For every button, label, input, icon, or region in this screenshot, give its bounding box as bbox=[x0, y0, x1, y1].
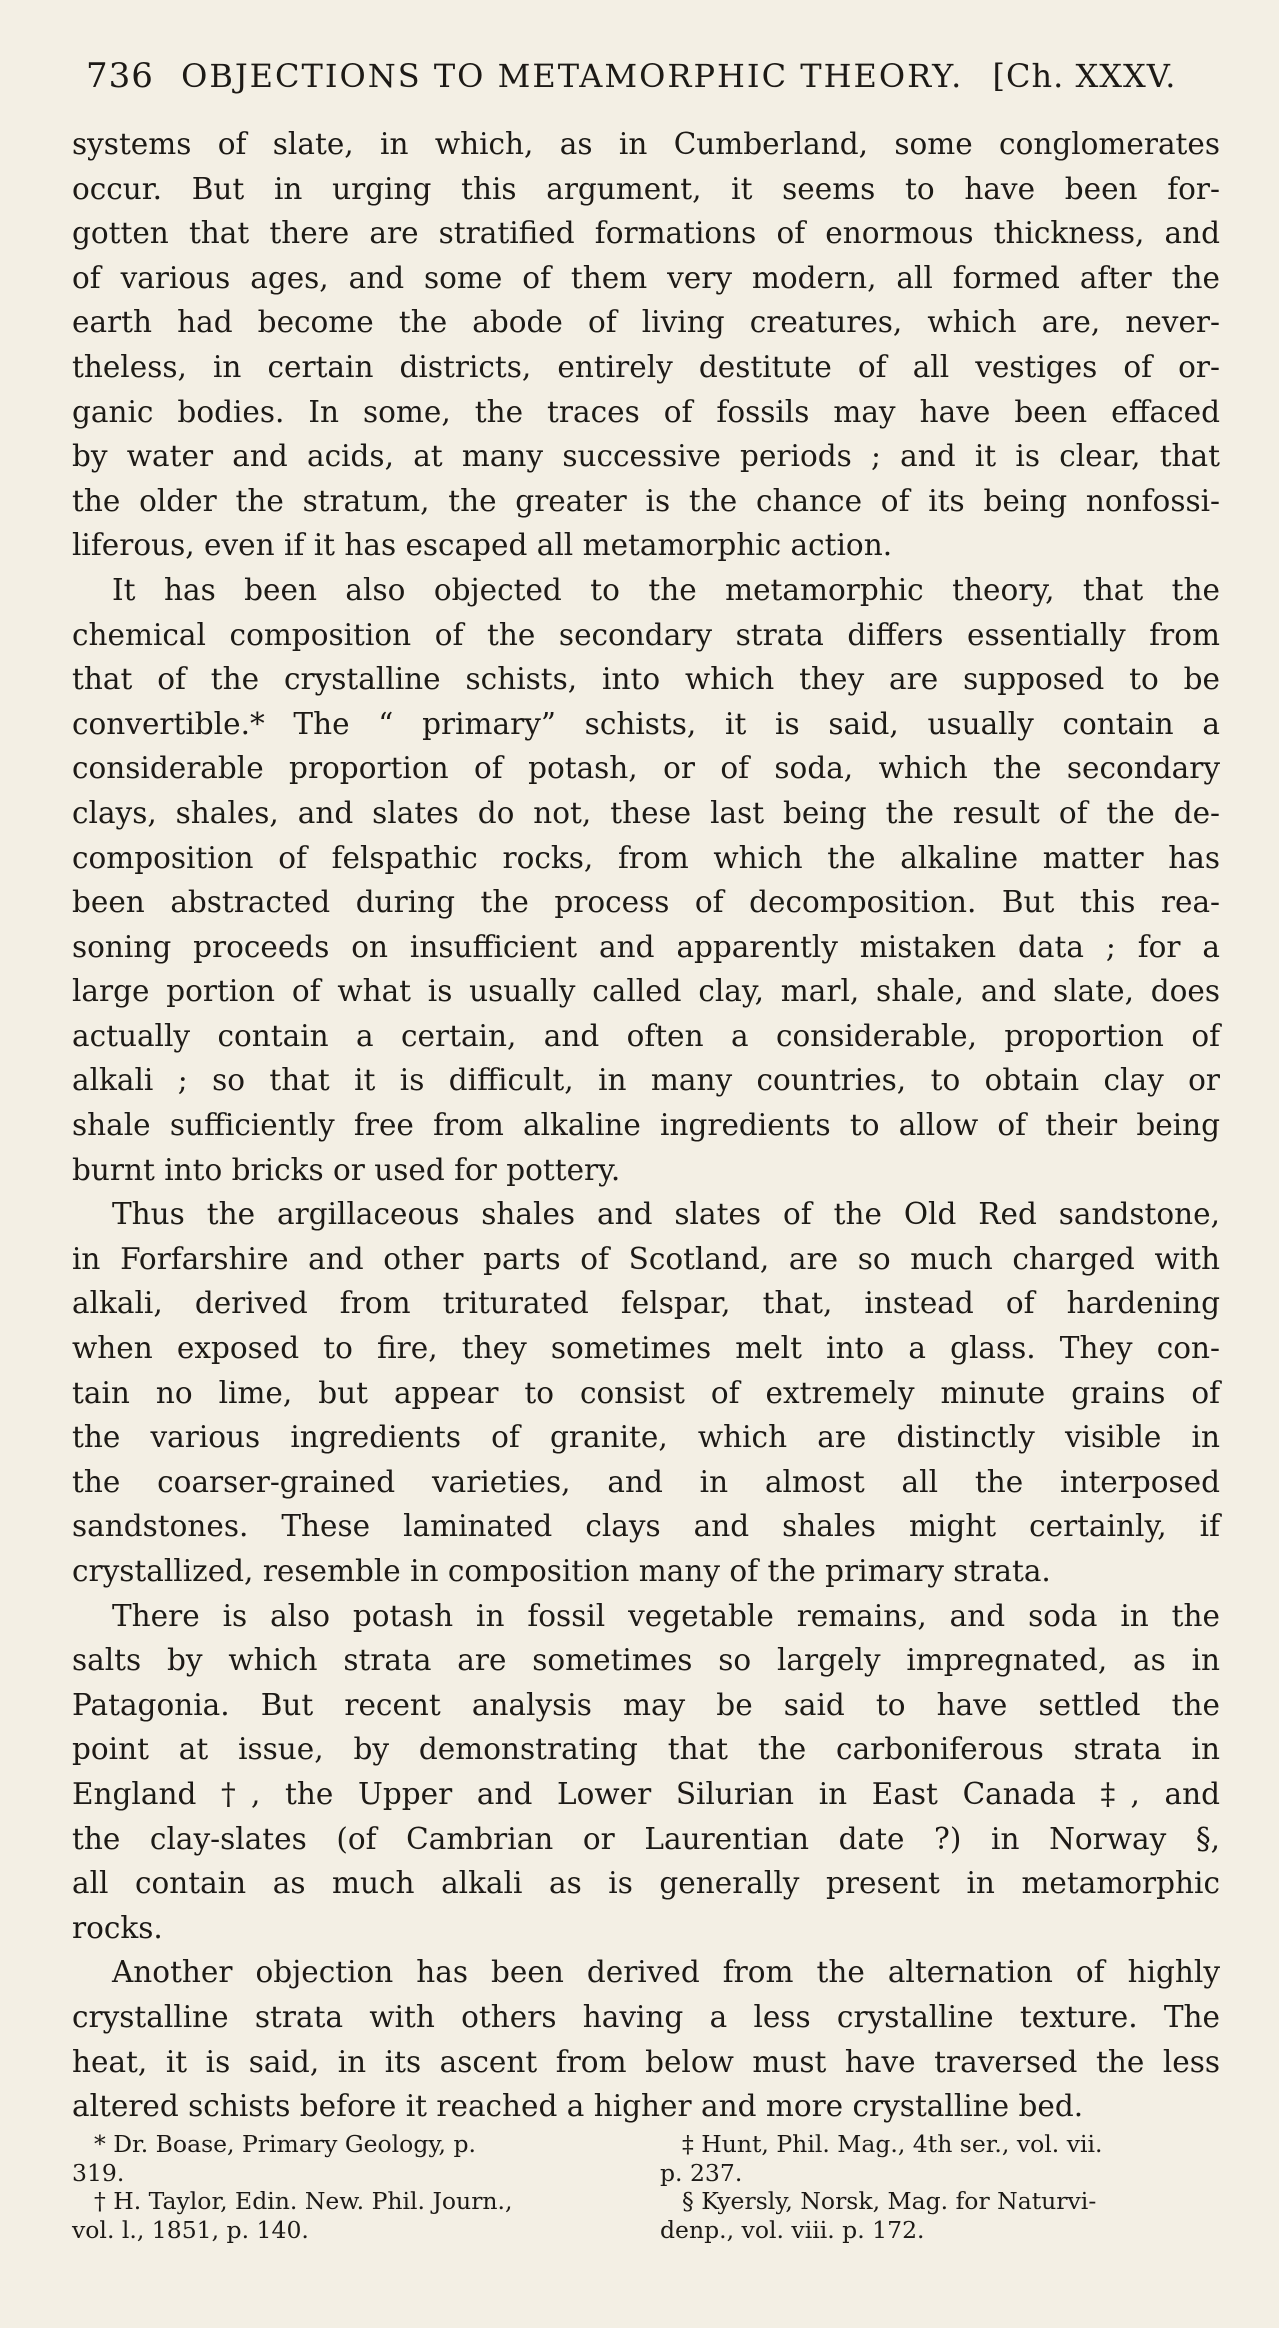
footnotes bbox=[72, 2130, 1220, 2244]
text-line: gotten that there are stratified formations of enormous thickness, and bbox=[72, 216, 1220, 251]
text-line: point at issue, by demonstrating that the carboniferous strata in bbox=[72, 1732, 1220, 1767]
footnote-line: ‡ Hunt, Phil. Mag., 4th ser., vol. vii. bbox=[682, 2130, 1103, 2158]
text-line: by water and acids, at many successive periods ; and it is clear, that bbox=[72, 439, 1220, 474]
text-line: alkali ; so that it is difficult, in many countries, to obtain clay or bbox=[72, 1063, 1220, 1098]
footnote-line: † H. Taylor, Edin. New. Phil. Journ., bbox=[94, 2187, 513, 2215]
text-line: in Forfarshire and other parts of Scotland, are so much charged with bbox=[72, 1241, 1220, 1276]
text-line: tain no lime, but appear to consist of extremely minute grains of bbox=[72, 1375, 1220, 1410]
text-line: salts by which strata are sometimes so largely impregnated, as in bbox=[72, 1643, 1220, 1678]
text-line: theless, in certain districts, entirely destitute of all vestiges of or- bbox=[72, 349, 1220, 384]
text-line: when exposed to fire, they sometimes melt into a glass. They con- bbox=[72, 1331, 1220, 1366]
body-text bbox=[72, 122, 1220, 2129]
text-line: considerable proportion of potash, or of soda, which the secondary bbox=[72, 751, 1220, 786]
footnote-line: 319. bbox=[72, 2158, 125, 2187]
text-line: altered schists before it reached a higher and more crystalline bed. bbox=[72, 2089, 1084, 2124]
footnotes-left-column bbox=[72, 2130, 632, 2244]
text-line: shale sufficiently free from alkaline ingredients to allow of their being bbox=[72, 1108, 1220, 1143]
text-line: sandstones. These laminated clays and shales might certainly, if bbox=[72, 1509, 1220, 1544]
text-line: earth had become the abode of living creatures, which are, never- bbox=[72, 305, 1220, 340]
text-line: that of the crystalline schists, into which they are supposed to be bbox=[72, 662, 1220, 697]
text-line: ganic bodies. In some, the traces of fossils may have been effaced bbox=[72, 394, 1220, 429]
text-line: systems of slate, in which, as in Cumberland, some conglomerates bbox=[72, 127, 1220, 161]
text-line: crystalline strata with others having a less crystalline texture. The bbox=[72, 1999, 1220, 2034]
text-line: crystallized, resemble in composition many of the primary strata. bbox=[72, 1554, 1051, 1588]
text-line: alkali, derived from triturated felspar, that, instead of hardening bbox=[72, 1286, 1220, 1321]
text-line: the coarser-grained varieties, and in almost all the interposed bbox=[72, 1464, 1220, 1499]
text-line: actually contain a certain, and often a considerable, proportion of bbox=[72, 1018, 1220, 1053]
text-line: occur. But in urging this argument, it seems to have been for- bbox=[72, 171, 1220, 206]
footnote-line: * Dr. Boase, Primary Geology, p. bbox=[94, 2130, 476, 2158]
text-line: the older the stratum, the greater is the chance of its being nonfossi- bbox=[72, 483, 1220, 518]
running-title: OBJECTIONS TO METAMORPHIC THEORY. bbox=[181, 57, 964, 95]
text-line: Another objection has been derived from the alternation of highly bbox=[112, 1955, 1220, 1990]
text-line: liferous, even if it has escaped all metamorphic action. bbox=[72, 528, 893, 563]
footnote-line: vol. l., 1851, p. 140. bbox=[72, 2215, 309, 2244]
text-line: burnt into bricks or used for pottery. bbox=[72, 1152, 621, 1187]
text-line: chemical composition of the secondary strata differs essentially from bbox=[72, 617, 1220, 652]
text-line: convertible.* The “ primary” schists, it is said, usually contain a bbox=[72, 706, 1220, 741]
text-line: been abstracted during the process of decomposition. But this rea- bbox=[72, 885, 1220, 920]
text-line: It has been also objected to the metamorphic theory, that the bbox=[112, 572, 1220, 607]
text-line: England †, the Upper and Lower Silurian in East Canada ‡, and bbox=[72, 1776, 1220, 1811]
text-line: clays, shales, and slates do not, these last being the result of the de- bbox=[72, 795, 1220, 830]
text-line: all contain as much alkali as is generally present in metamorphic bbox=[72, 1866, 1220, 1901]
footnote-line: p. 237. bbox=[660, 2158, 743, 2187]
text-line: rocks. bbox=[72, 1910, 163, 1945]
text-line: soning proceeds on insufficient and apparently mistaken data ; for a bbox=[72, 929, 1220, 964]
text-line: large portion of what is usually called clay, marl, shale, and slate, does bbox=[72, 974, 1220, 1009]
footnote-line: denp., vol. viii. p. 172. bbox=[660, 2215, 925, 2244]
text-line: the various ingredients of granite, which are distinctly visible in bbox=[72, 1420, 1220, 1455]
text-line: Patagonia. But recent analysis may be said to have settled the bbox=[72, 1687, 1220, 1722]
running-header bbox=[86, 56, 1266, 96]
text-line: composition of felspathic rocks, from which the alkaline matter has bbox=[72, 840, 1220, 875]
text-line: the clay-slates (of Cambrian or Laurentian date ?) in Norway §, bbox=[72, 1821, 1220, 1856]
footnotes-right-column bbox=[660, 2130, 1220, 2244]
text-line: heat, it is said, in its ascent from below must have traversed the less bbox=[72, 2044, 1220, 2079]
text-line: of various ages, and some of them very modern, all formed after the bbox=[72, 260, 1220, 295]
footnote-line: § Kyersly, Norsk, Mag. for Naturvi- bbox=[682, 2187, 1097, 2215]
page-number: 736 bbox=[86, 56, 154, 96]
chapter-label: [Ch. XXXV. bbox=[992, 57, 1177, 95]
text-line: There is also potash in fossil vegetable remains, and soda in the bbox=[112, 1598, 1220, 1633]
text-line: Thus the argillaceous shales and slates of the Old Red sandstone, bbox=[112, 1197, 1220, 1232]
